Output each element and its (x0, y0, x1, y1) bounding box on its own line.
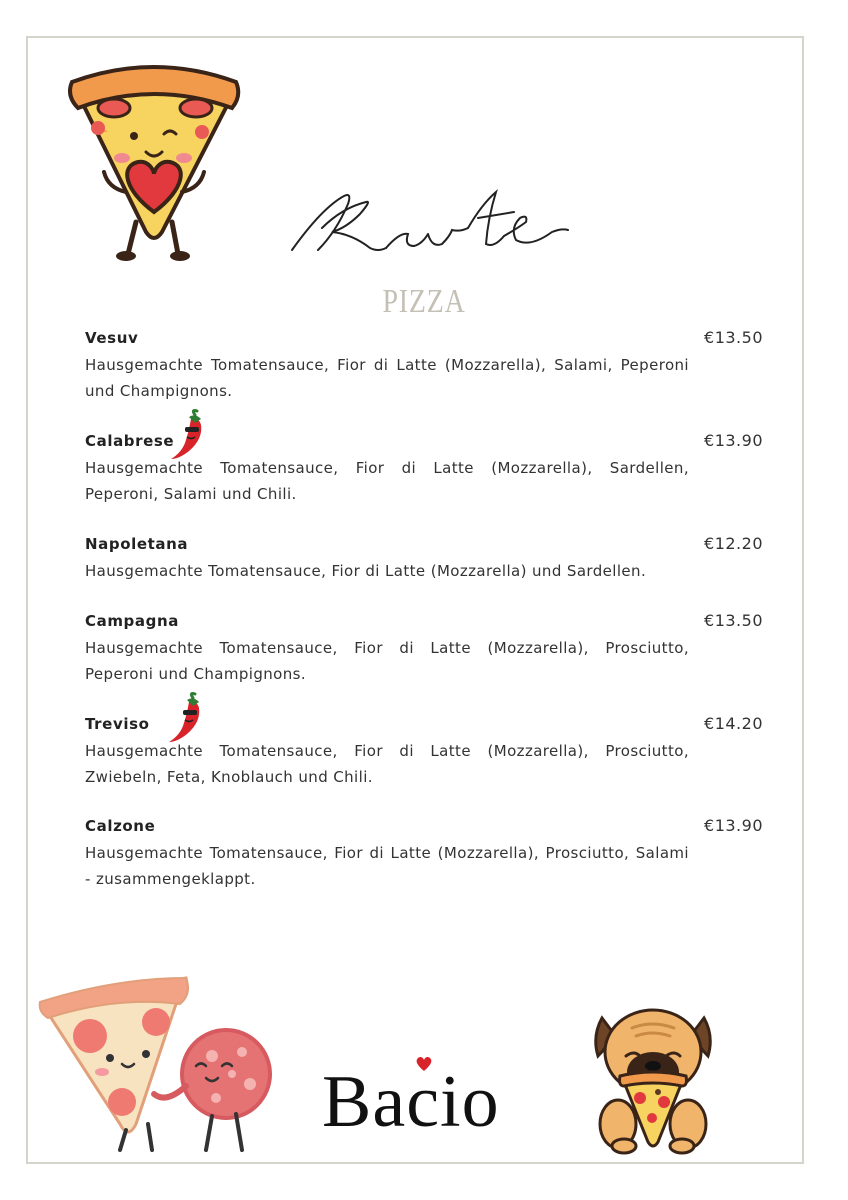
item-price: €13.90 (704, 431, 763, 450)
item-name: Calzone (85, 817, 156, 835)
item-description: Hausgemachte Tomatensauce, Fior di Latte (Mozzarella), Prosciutto, Zwiebeln, Feta, Knoblauch und Chili. (85, 742, 689, 786)
item-name: Napoletana (85, 535, 189, 553)
menu-item (85, 326, 765, 404)
menu-item (85, 814, 765, 892)
chili-pepper-icon (169, 409, 209, 463)
item-description: Hausgemachte Tomatensauce, Fior di Latte (Mozzarella), Prosciutto, Peperoni und Champignons. (85, 639, 689, 683)
section-title: PIZZA (382, 283, 466, 320)
item-name: Campagna (85, 612, 179, 630)
menu-item (85, 532, 765, 584)
menu-item (85, 712, 765, 790)
item-description: Hausgemachte Tomatensauce, Fior di Latte (Mozzarella), Prosciutto, Salami - zusammengeklappt. (85, 844, 689, 888)
item-price: €12.20 (704, 534, 763, 553)
item-description: Hausgemachte Tomatensauce, Fior di Latte (Mozzarella), Salami, Peperoni und Champignons. (85, 356, 689, 400)
chili-pepper-icon (167, 692, 207, 746)
item-price: €14.20 (704, 714, 763, 733)
menu-item (85, 429, 765, 507)
pizza-slice-heart-icon (64, 62, 244, 266)
item-description: Hausgemachte Tomatensauce, Fior di Latte (Mozzarella) und Sardellen. (85, 562, 647, 580)
item-price: €13.90 (704, 816, 763, 835)
brand-logo: Bacio (322, 1061, 500, 1143)
pug-with-pizza-icon (588, 1006, 718, 1156)
menu-item (85, 609, 765, 687)
pizza-and-salami-hug-icon (36, 974, 272, 1156)
item-name: Vesuv (85, 329, 139, 347)
item-description: Hausgemachte Tomatensauce, Fior di Latte (Mozzarella), Sardellen, Peperoni, Salami und Chili. (85, 459, 689, 503)
item-price: €13.50 (704, 611, 763, 630)
item-name: Treviso (85, 715, 150, 733)
item-name: Calabrese (85, 432, 175, 450)
menu-script-title (282, 178, 572, 268)
item-price: €13.50 (704, 328, 763, 347)
